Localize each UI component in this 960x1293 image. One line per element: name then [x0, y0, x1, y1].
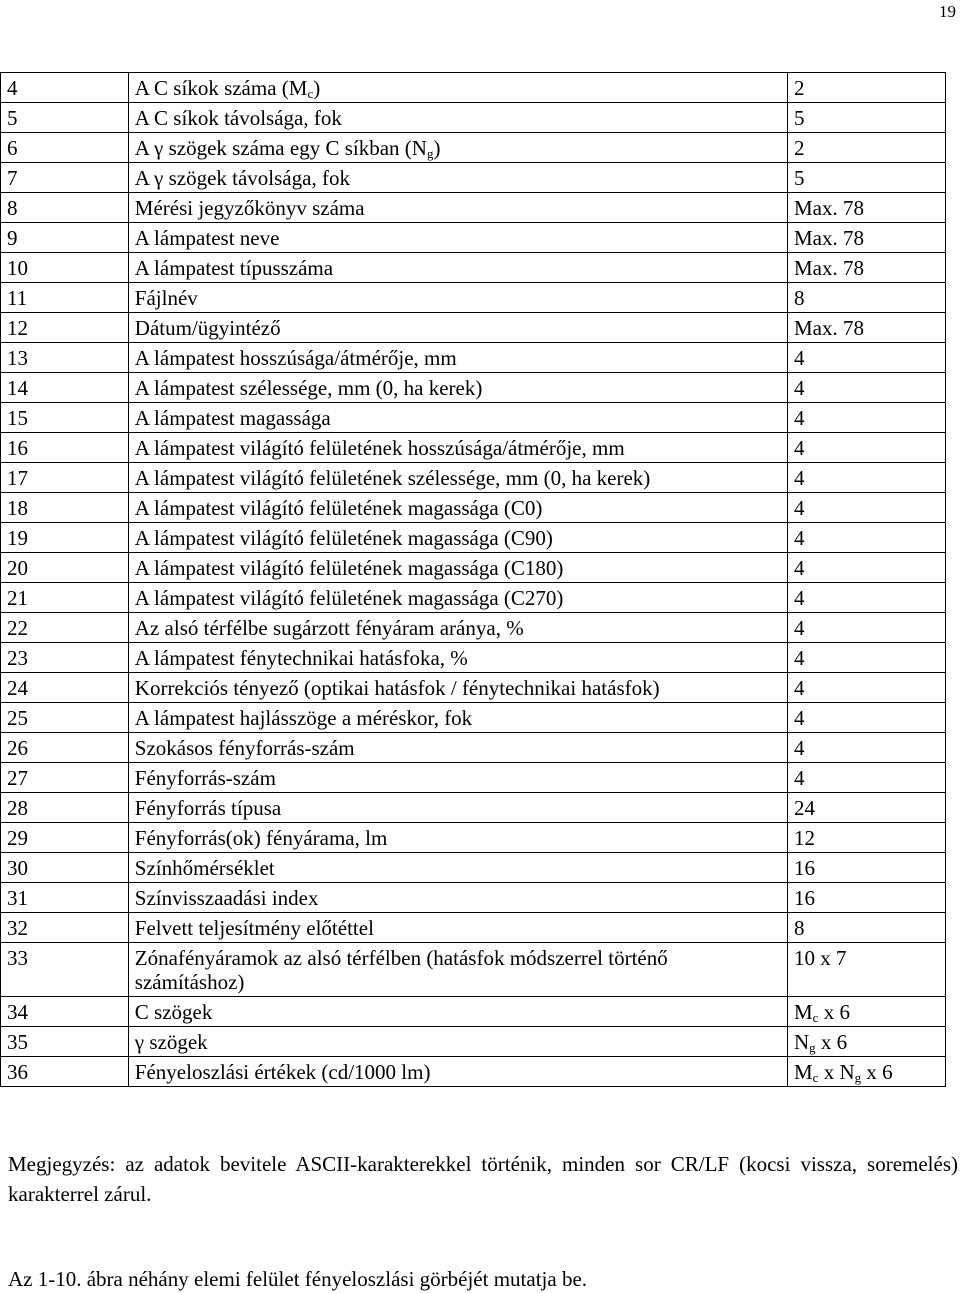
table-row — [1, 553, 946, 583]
row-description: Fényeloszlási értékek (cd/1000 lm) — [128, 1057, 787, 1087]
data-format-table — [0, 72, 946, 1087]
row-number: 11 — [1, 283, 129, 313]
table-row — [1, 373, 946, 403]
row-length: 2 — [787, 73, 945, 103]
table-row — [1, 733, 946, 763]
table-row — [1, 883, 946, 913]
value-suffix: x 6 — [818, 1000, 850, 1024]
row-number: 29 — [1, 823, 129, 853]
row-number: 24 — [1, 673, 129, 703]
row-number: 28 — [1, 793, 129, 823]
row-length: 2 — [787, 133, 945, 163]
row-length: 5 — [787, 103, 945, 133]
row-number: 5 — [1, 103, 129, 133]
row-description: Fényforrás(ok) fényárama, lm — [128, 823, 787, 853]
description-suffix: ) — [313, 76, 321, 100]
table-row — [1, 133, 946, 163]
row-number: 7 — [1, 163, 129, 193]
table-row — [1, 673, 946, 703]
row-description: A lámpatest világító felületének magassága (C180) — [128, 553, 787, 583]
row-description: γ szögek — [128, 1027, 787, 1057]
row-number: 31 — [1, 883, 129, 913]
row-description — [128, 133, 787, 163]
value-text: M — [793, 1000, 813, 1024]
row-description: A lámpatest világító felületének magassága (C0) — [128, 493, 787, 523]
row-length: 4 — [787, 553, 945, 583]
row-number: 16 — [1, 433, 129, 463]
figure-caption: Az 1-10. ábra néhány elemi felület fényeloszlási görbéjét mutatja be. — [8, 1267, 588, 1291]
row-length: 10 x 7 — [787, 943, 945, 997]
row-length: 4 — [787, 583, 945, 613]
row-number: 6 — [1, 133, 129, 163]
row-number: 18 — [1, 493, 129, 523]
row-length — [787, 997, 945, 1027]
description-subscript: g — [426, 146, 434, 161]
row-length: 5 — [787, 163, 945, 193]
row-number: 30 — [1, 853, 129, 883]
row-number: 34 — [1, 997, 129, 1027]
row-number: 26 — [1, 733, 129, 763]
row-length: 4 — [787, 493, 945, 523]
value-middle: x N — [818, 1060, 855, 1084]
row-number: 13 — [1, 343, 129, 373]
table-row — [1, 163, 946, 193]
value-subscript: g — [809, 1040, 816, 1055]
table-row — [1, 283, 946, 313]
value-subscript: c — [812, 1010, 819, 1025]
row-length: 4 — [787, 373, 945, 403]
table-row — [1, 103, 946, 133]
table-row — [1, 463, 946, 493]
value-suffix: x 6 — [861, 1060, 893, 1084]
table-row — [1, 73, 946, 103]
row-description: Zónafényáramok az alsó térfélben (hatásfok módszerrel történő számításhoz) — [128, 943, 787, 997]
row-number: 4 — [1, 73, 129, 103]
row-length: 4 — [787, 463, 945, 493]
value-subscript-2: g — [854, 1070, 862, 1085]
row-length: 4 — [787, 733, 945, 763]
table-row — [1, 1057, 946, 1087]
row-number: 33 — [1, 943, 129, 997]
row-description: Dátum/ügyintéző — [128, 313, 787, 343]
table-row — [1, 583, 946, 613]
value-suffix: x 6 — [815, 1030, 848, 1054]
table-row — [1, 997, 946, 1027]
row-length — [787, 1057, 945, 1087]
description-subscript: c — [307, 86, 314, 101]
table-row — [1, 193, 946, 223]
row-description: A lámpatest szélessége, mm (0, ha kerek) — [128, 373, 787, 403]
row-description: Felvett teljesítmény előtéttel — [128, 913, 787, 943]
table-row — [1, 523, 946, 553]
value-text: M — [793, 1060, 813, 1084]
row-description: Korrekciós tényező (optikai hatásfok / fénytechnikai hatásfok) — [128, 673, 787, 703]
table-row — [1, 643, 946, 673]
row-number: 21 — [1, 583, 129, 613]
table-row — [1, 343, 946, 373]
row-description — [128, 73, 787, 103]
row-length: 4 — [787, 433, 945, 463]
row-description: C szögek — [128, 997, 787, 1027]
row-length: Max. 78 — [787, 253, 945, 283]
row-length: 4 — [787, 343, 945, 373]
table-row — [1, 913, 946, 943]
row-number: 20 — [1, 553, 129, 583]
row-length: 4 — [787, 643, 945, 673]
row-number: 17 — [1, 463, 129, 493]
row-length: 4 — [787, 403, 945, 433]
table-row — [1, 493, 946, 523]
row-description: A lámpatest fénytechnikai hatásfoka, % — [128, 643, 787, 673]
table-row — [1, 403, 946, 433]
row-description: A lámpatest hosszúsága/átmérője, mm — [128, 343, 787, 373]
row-description: A lámpatest világító felületének magassága (C90) — [128, 523, 787, 553]
row-description: Az alsó térfélbe sugárzott fényáram aránya, % — [128, 613, 787, 643]
table-row — [1, 793, 946, 823]
row-number: 12 — [1, 313, 129, 343]
row-number: 8 — [1, 193, 129, 223]
row-length: 12 — [787, 823, 945, 853]
row-length: 8 — [787, 913, 945, 943]
table-row — [1, 703, 946, 733]
row-length: 4 — [787, 523, 945, 553]
table-row — [1, 223, 946, 253]
table-row — [1, 943, 946, 997]
note-paragraph: Megjegyzés: az adatok bevitele ASCII-karakterekkel történik, minden sor CR/LF (kocsi vissza, soremelés) karakterrel zárul. — [8, 1152, 958, 1206]
row-description: A C síkok távolsága, fok — [128, 103, 787, 133]
row-length: Max. 78 — [787, 193, 945, 223]
row-description: A lámpatest világító felületének magassága (C270) — [128, 583, 787, 613]
row-length — [787, 1027, 945, 1057]
table-row — [1, 613, 946, 643]
row-description: A γ szögek távolsága, fok — [128, 163, 787, 193]
row-description: A lámpatest típusszáma — [128, 253, 787, 283]
description-text: A C síkok száma (M — [134, 76, 308, 100]
row-length: Max. 78 — [787, 313, 945, 343]
row-number: 9 — [1, 223, 129, 253]
value-text: N — [793, 1030, 810, 1054]
row-description: Színhőmérséklet — [128, 853, 787, 883]
row-description: Szokásos fényforrás-szám — [128, 733, 787, 763]
description-text: A γ szögek száma egy C síkban (N — [134, 136, 427, 160]
table-row — [1, 433, 946, 463]
row-number: 15 — [1, 403, 129, 433]
row-length: 4 — [787, 613, 945, 643]
row-number: 23 — [1, 643, 129, 673]
row-description: Fájlnév — [128, 283, 787, 313]
row-description: A lámpatest magassága — [128, 403, 787, 433]
table-row — [1, 763, 946, 793]
row-length: 16 — [787, 853, 945, 883]
table-row — [1, 253, 946, 283]
row-description: A lámpatest világító felületének hosszúsága/átmérője, mm — [128, 433, 787, 463]
table-row — [1, 853, 946, 883]
row-description: Fényforrás-szám — [128, 763, 787, 793]
row-number: 14 — [1, 373, 129, 403]
page-number: 19 — [939, 2, 956, 21]
table-row — [1, 313, 946, 343]
row-number: 35 — [1, 1027, 129, 1057]
row-description: Fényforrás típusa — [128, 793, 787, 823]
row-description: A lámpatest neve — [128, 223, 787, 253]
table-row — [1, 1027, 946, 1057]
row-number: 19 — [1, 523, 129, 553]
row-number: 10 — [1, 253, 129, 283]
row-length: Max. 78 — [787, 223, 945, 253]
row-description: Színvisszaadási index — [128, 883, 787, 913]
table-row — [1, 823, 946, 853]
row-length: 4 — [787, 703, 945, 733]
description-suffix: ) — [433, 136, 441, 160]
row-number: 32 — [1, 913, 129, 943]
row-length: 4 — [787, 673, 945, 703]
row-length: 4 — [787, 763, 945, 793]
value-subscript: c — [812, 1070, 819, 1085]
row-length: 24 — [787, 793, 945, 823]
row-number: 22 — [1, 613, 129, 643]
row-number: 27 — [1, 763, 129, 793]
row-description: A lámpatest világító felületének szélessége, mm (0, ha kerek) — [128, 463, 787, 493]
row-number: 36 — [1, 1057, 129, 1087]
row-description: Mérési jegyzőkönyv száma — [128, 193, 787, 223]
row-number: 25 — [1, 703, 129, 733]
row-length: 8 — [787, 283, 945, 313]
row-length: 16 — [787, 883, 945, 913]
row-description: A lámpatest hajlásszöge a méréskor, fok — [128, 703, 787, 733]
